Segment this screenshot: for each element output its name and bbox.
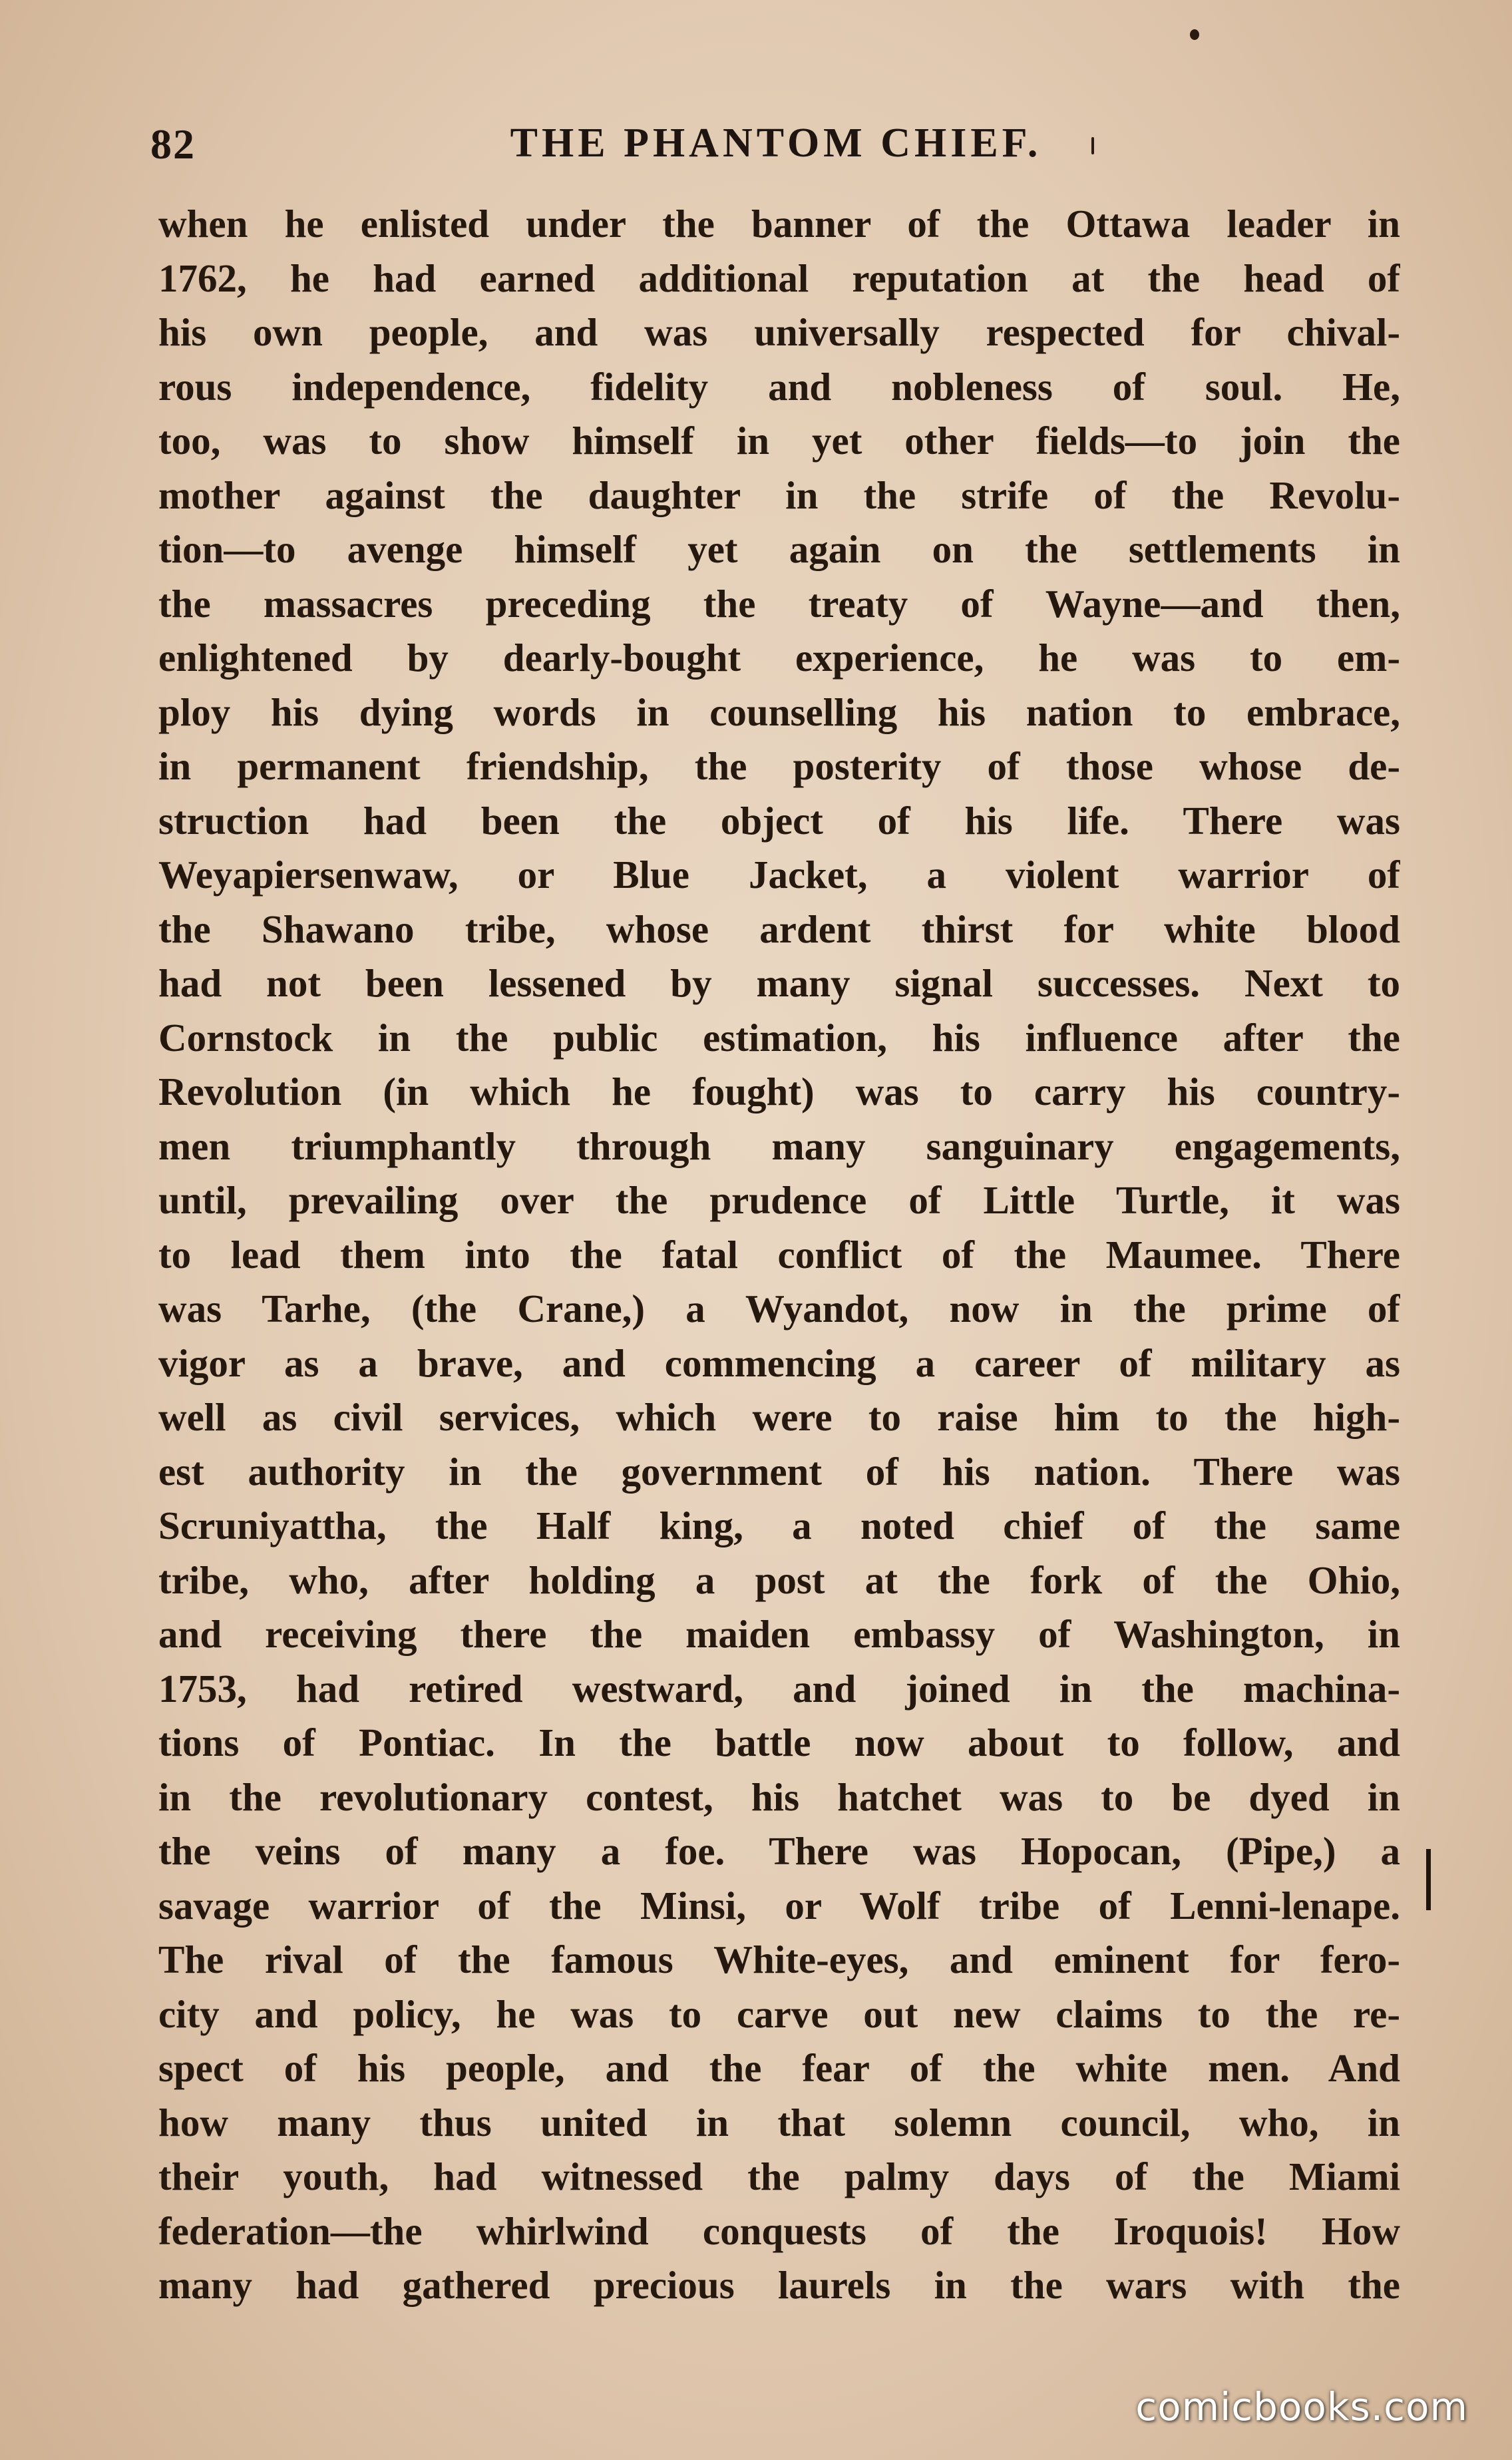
page-number: 82 <box>150 120 196 168</box>
text-line: 1762, he had earned additional reputation at the head of <box>158 256 1400 300</box>
text-line: tion—to avenge himself yet again on the settlements in <box>158 527 1400 571</box>
text-line: ploy his dying words in counselling his nation to embrace, <box>158 690 1400 734</box>
text-line: spect of his people, and the fear of the white men. And <box>158 2046 1400 2090</box>
text-line: and receiving there the maiden embassy of Washington, in <box>158 1612 1400 1656</box>
text-line: men triumphantly through many sanguinary engagements, <box>158 1124 1400 1168</box>
text-line: enlightened by dearly-bought experience, he was to em- <box>158 636 1400 680</box>
text-line: savage warrior of the Minsi, or Wolf tribe of Lenni-lenape. <box>158 1883 1400 1928</box>
text-line: tions of Pontiac. In the battle now about to follow, and <box>158 1721 1400 1764</box>
text-line: mother against the daughter in the strife of the Revolu- <box>158 473 1400 517</box>
ink-speck <box>1190 29 1199 40</box>
text-line: many had gathered precious laurels in the wars with the <box>158 2263 1400 2307</box>
page-header <box>150 120 1402 180</box>
text-line: their youth, had witnessed the palmy days of the Miami <box>158 2154 1400 2198</box>
text-line: the Shawano tribe, whose ardent thirst for white blood <box>158 907 1400 951</box>
text-line: Revolution (in which he fought) was to carry his country- <box>158 1070 1400 1114</box>
text-line: had not been lessened by many signal successes. Next to <box>158 961 1400 1005</box>
text-line: well as civil services, which were to raise him to the high- <box>158 1395 1400 1439</box>
text-line: Weyapiersenwaw, or Blue Jacket, a violent warrior of <box>158 853 1400 897</box>
text-line: federation—the whirlwind conquests of the Iroquois! How <box>158 2208 1400 2253</box>
text-line: vigor as a brave, and commencing a career of military as <box>158 1340 1400 1385</box>
text-line: in the revolutionary contest, his hatchet was to be dyed in <box>158 1774 1400 1819</box>
text-line: tribe, who, after holding a post at the fork of the Ohio, <box>158 1557 1400 1602</box>
text-line: the veins of many a foe. There was Hopocan, (Pipe,) a <box>158 1829 1400 1873</box>
text-line: until, prevailing over the prudence of Little Turtle, it was <box>158 1178 1400 1222</box>
text-line: rous independence, fidelity and nobleness of soul. He, <box>158 364 1400 409</box>
text-line: 1753, had retired westward, and joined in the machina- <box>158 1666 1400 1711</box>
text-line: how many thus united in that solemn council, who, in <box>158 2100 1400 2145</box>
text-line: the massacres preceding the treaty of Wayne—and then, <box>158 581 1400 626</box>
body-text <box>158 197 1400 2313</box>
text-line: was Tarhe, (the Crane,) a Wyandot, now in the prime of <box>158 1287 1400 1331</box>
text-line: est authority in the government of his nation. There was <box>158 1449 1400 1494</box>
text-line: to lead them into the fatal conflict of the Maumee. There <box>158 1232 1400 1277</box>
watermark: comicbooks.com <box>1135 2384 1468 2429</box>
text-line: when he enlisted under the banner of the Ottawa leader in <box>158 202 1400 246</box>
text-line: his own people, and was universally respected for chival- <box>158 310 1400 354</box>
text-line: Cornstock in the public estimation, his influence after the <box>158 1015 1400 1060</box>
text-line: The rival of the famous White-eyes, and eminent for fero- <box>158 1938 1400 1981</box>
margin-mark <box>1426 1849 1431 1910</box>
running-head: THE PHANTOM CHIEF. <box>510 120 1042 166</box>
text-line: Scruniyattha, the Half king, a noted chief of the same <box>158 1504 1400 1547</box>
text-line: struction had been the object of his life. There was <box>158 798 1400 843</box>
text-line: too, was to show himself in yet other fields—to join the <box>158 419 1400 463</box>
text-line: city and policy, he was to carve out new claims to the re- <box>158 1991 1400 2036</box>
text-line: in permanent friendship, the posterity of those whose de- <box>158 744 1400 788</box>
